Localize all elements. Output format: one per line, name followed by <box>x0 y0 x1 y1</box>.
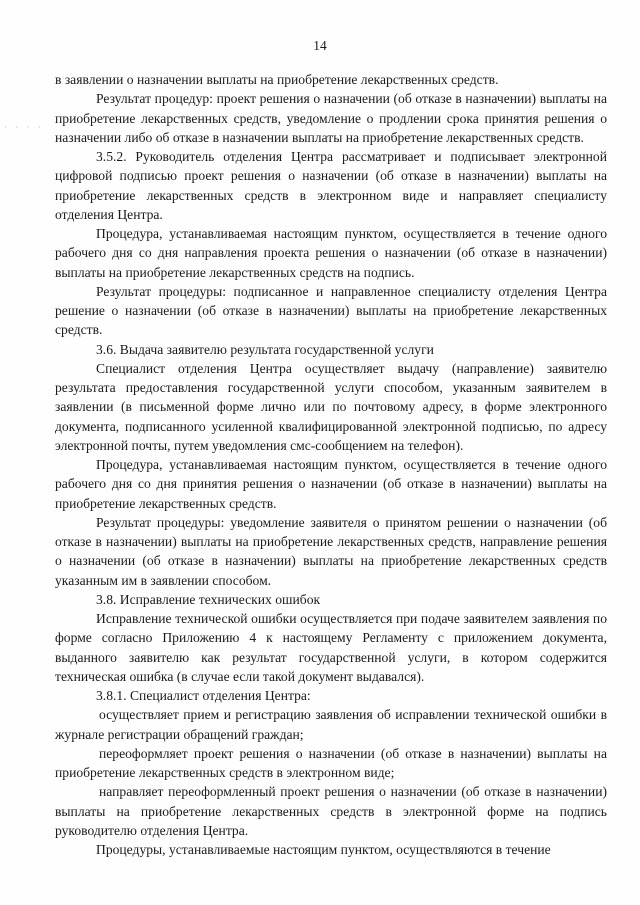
document-body <box>55 70 607 859</box>
paragraph-3-5-2: 3.5.2. Руководитель отделения Центра рассматривает и подписывает электронной цифровой подписью проект решения о назначении (об отказе в назначении) выплаты на приобретение лекарственных средств в электронном виде и направляет специалисту отделения Центра. <box>55 149 607 222</box>
paragraph-procedure-result: Результат процедур: проект решения о назначении (об отказе в назначении) выплаты на приобретение лекарственных средств, уведомление о продлении срока принятия решения о назначении либо об отказе в назначении выплаты на приобретение лекарственных средств. <box>55 91 607 145</box>
section-heading-3-8-1: 3.8.1. Специалист отделения Центра: <box>96 688 311 703</box>
scan-speck: · · · · <box>4 122 44 132</box>
paragraph-delivery-timing: Процедура, устанавливаемая настоящим пунктом, осуществляется в течение одного рабочего дня со дня принятия решения о назначении (об отказе в назначении) выплаты на приобретение лекарственных средств. <box>55 457 607 511</box>
paragraph-continuation: в заявлении о назначении выплаты на приобретение лекарственных средств. <box>55 72 499 87</box>
page-number: 14 <box>313 38 327 53</box>
section-heading-3-6: 3.6. Выдача заявителю результата государственной услуги <box>96 341 434 357</box>
paragraph-procedures-timing: Процедуры, устанавливаемые настоящим пунктом, осуществляются в течение <box>96 842 551 857</box>
list-item-registration: осуществляет прием и регистрацию заявления об исправлении технической ошибки в журнале регистрации обращений граждан; <box>55 707 607 742</box>
paragraph-delivery: Специалист отделения Центра осуществляет выдачу (направление) заявителю результата предоставления государственной услуги способом, указанным заявителем в заявлении (в письменной форме лично или по почтовому адресу, в форме электронного документа, подписанного усиленной квалифицированной электронной подписью, по адресу электронной почты, путем уведомления смс-сообщением на телефон). <box>55 360 607 453</box>
list-item-reformat: переоформляет проект решения о назначении (об отказе в назначении) выплаты на приобретение лекарственных средств в электронном виде; <box>55 745 607 780</box>
paragraph-delivery-result: Результат процедуры: уведомление заявителя о принятом решении о назначении (об отказе в назначении) выплаты на приобретение лекарственных средств, направление решения о назначении (об отказе в назначении) выплаты на приобретение лекарственных средств указанным им в заявлении способом. <box>55 514 607 588</box>
list-item-send-for-signature: направляет переоформленный проект решения о назначении (об отказе в назначении) выплаты на приобретение лекарственных средств в электронной форме на подпись руководителю отделения Центра. <box>55 784 607 838</box>
paragraph-procedure-result-signed: Результат процедуры: подписанное и направленное специалисту отделения Центра решение о назначении (об отказе в назначении) выплаты на приобретение лекарственных средств. <box>55 283 607 338</box>
paragraph-error-correction: Исправление технической ошибки осуществляется при подаче заявителем заявления по форме согласно Приложению 4 к настоящему Регламенту с приложением документа, выданного заявителю как результат государственной услуги, в котором содержится техническая ошибка (в случае если такой документ выдавался). <box>55 611 607 684</box>
section-heading-3-8: 3.8. Исправление технических ошибок <box>96 591 321 607</box>
paragraph-procedure-timing: Процедура, устанавливаемая настоящим пунктом, осуществляется в течение одного рабочего дня со дня направления проекта решения о назначении (об отказе в назначении) выплаты на приобретение лекарственных средств на подпись. <box>55 226 607 280</box>
